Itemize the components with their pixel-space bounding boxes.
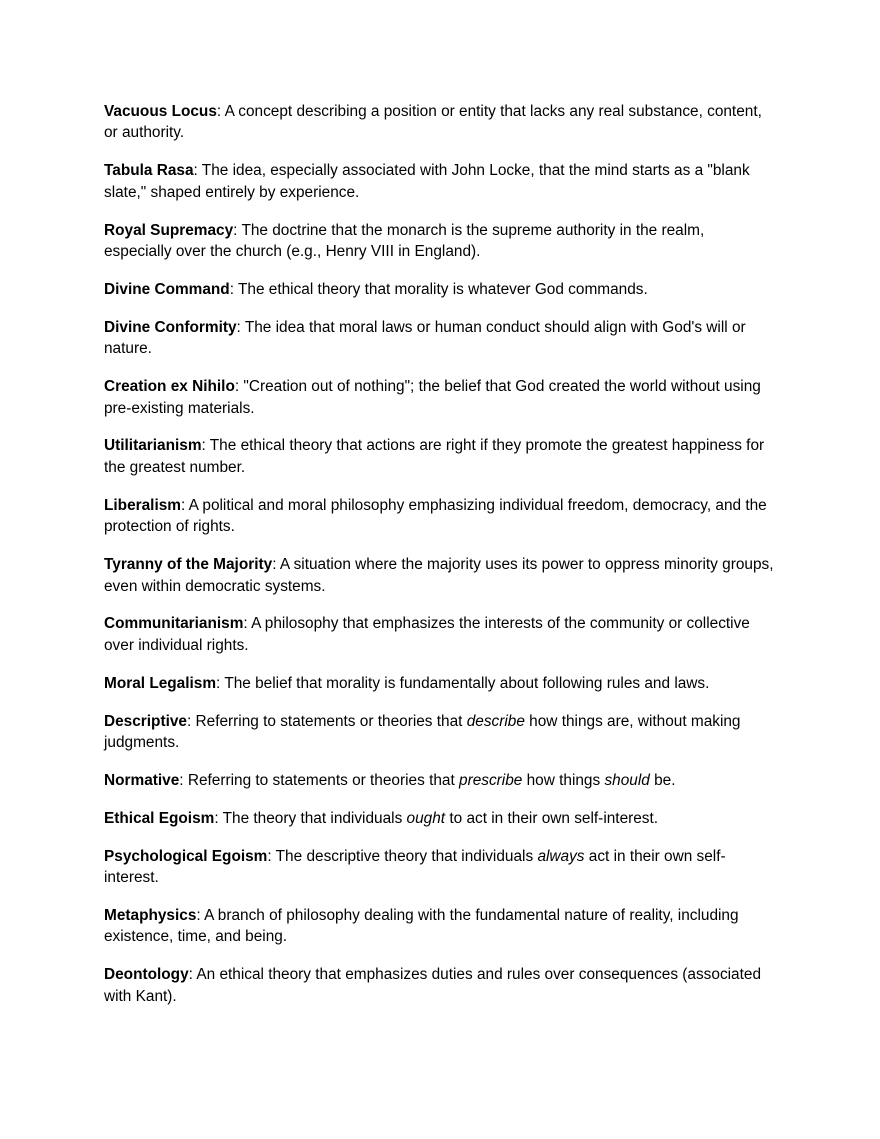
glossary-entry	[104, 376, 776, 419]
term: Deontology	[104, 966, 189, 984]
term: Divine Command	[104, 280, 230, 298]
term: Metaphysics	[104, 907, 197, 925]
definition: : The ethical theory that actions are right if they promote the greatest happiness for the greatest number.	[104, 437, 765, 476]
glossary-entry	[104, 905, 776, 948]
glossary-entry	[104, 711, 776, 754]
glossary-entry	[104, 770, 776, 791]
definition: be.	[649, 771, 676, 789]
glossary-entry	[104, 613, 776, 656]
glossary-entry	[104, 673, 776, 694]
glossary-entry	[104, 964, 776, 1007]
glossary-entry	[104, 554, 776, 597]
glossary-entry	[104, 317, 776, 360]
glossary-entry	[104, 495, 776, 538]
glossary-entry	[104, 160, 776, 203]
term: Vacuous Locus	[104, 103, 217, 120]
term: Liberalism	[104, 496, 181, 514]
term: Descriptive	[104, 712, 187, 730]
document-page	[104, 101, 776, 1024]
definition: : The ethical theory that morality is whatever God commands.	[229, 280, 648, 298]
emphasis: should	[604, 771, 650, 789]
definition: : An ethical theory that emphasizes duties and rules over consequences (associated with Kant).	[104, 966, 762, 1005]
definition: : The descriptive theory that individuals	[267, 847, 538, 865]
emphasis: ought	[406, 809, 446, 827]
emphasis: prescribe	[459, 771, 523, 789]
term: Tabula Rasa	[104, 162, 194, 180]
term: Psychological Egoism	[104, 847, 268, 865]
glossary-entry	[104, 846, 776, 889]
definition: : The theory that individuals	[214, 809, 407, 827]
term: Normative	[104, 771, 180, 789]
term: Tyranny of the Majority	[104, 556, 273, 574]
definition: : Referring to statements or theories that	[179, 771, 460, 789]
definition: : A branch of philosophy dealing with the fundamental nature of reality, including existence, time, and being.	[104, 907, 739, 946]
definition: : The belief that morality is fundamentally about following rules and laws.	[216, 674, 710, 692]
definition: : A political and moral philosophy emphasizing individual freedom, democracy, and the protection of rights.	[104, 496, 767, 536]
definition: : A philosophy that emphasizes the interests of the community or collective over individual rights.	[104, 615, 750, 654]
definition: : The idea, especially associated with John Locke, that the mind starts as a "blank slate," shaped entirely by experience.	[104, 162, 750, 201]
term: Moral Legalism	[104, 674, 217, 692]
definition: to act in their own self-interest.	[445, 809, 659, 827]
term: Communitarianism	[104, 615, 244, 633]
definition: : A concept describing a position or entity that lacks any real substance, content, or authority.	[104, 103, 762, 142]
term: Utilitarianism	[104, 437, 202, 455]
definition: : The doctrine that the monarch is the supreme authority in the realm, especially over the church (e.g., Henry VIII in England).	[104, 221, 705, 261]
definition: : A situation where the majority uses its power to oppress minority groups, even within democratic systems.	[104, 556, 774, 595]
term: Ethical Egoism	[104, 809, 215, 827]
definition: act in their own self-interest.	[104, 847, 726, 887]
glossary-entry	[104, 279, 776, 300]
emphasis: describe	[466, 712, 525, 730]
term: Divine Conformity	[104, 318, 237, 336]
definition: : "Creation out of nothing"; the belief that God created the world without using pre-existing materials.	[104, 378, 761, 417]
definition: : The idea that moral laws or human conduct should align with God's will or nature.	[104, 318, 746, 358]
glossary-entry	[104, 101, 776, 144]
glossary-entry	[104, 435, 776, 478]
definition: : Referring to statements or theories that	[186, 712, 467, 730]
definition: how things	[522, 771, 605, 789]
term: Royal Supremacy	[104, 221, 234, 239]
glossary-entry	[104, 808, 776, 829]
term: Creation ex Nihilo	[104, 378, 235, 396]
definition: how things are, without making judgments.	[104, 712, 741, 752]
emphasis: always	[537, 847, 585, 865]
glossary-entry	[104, 220, 776, 263]
